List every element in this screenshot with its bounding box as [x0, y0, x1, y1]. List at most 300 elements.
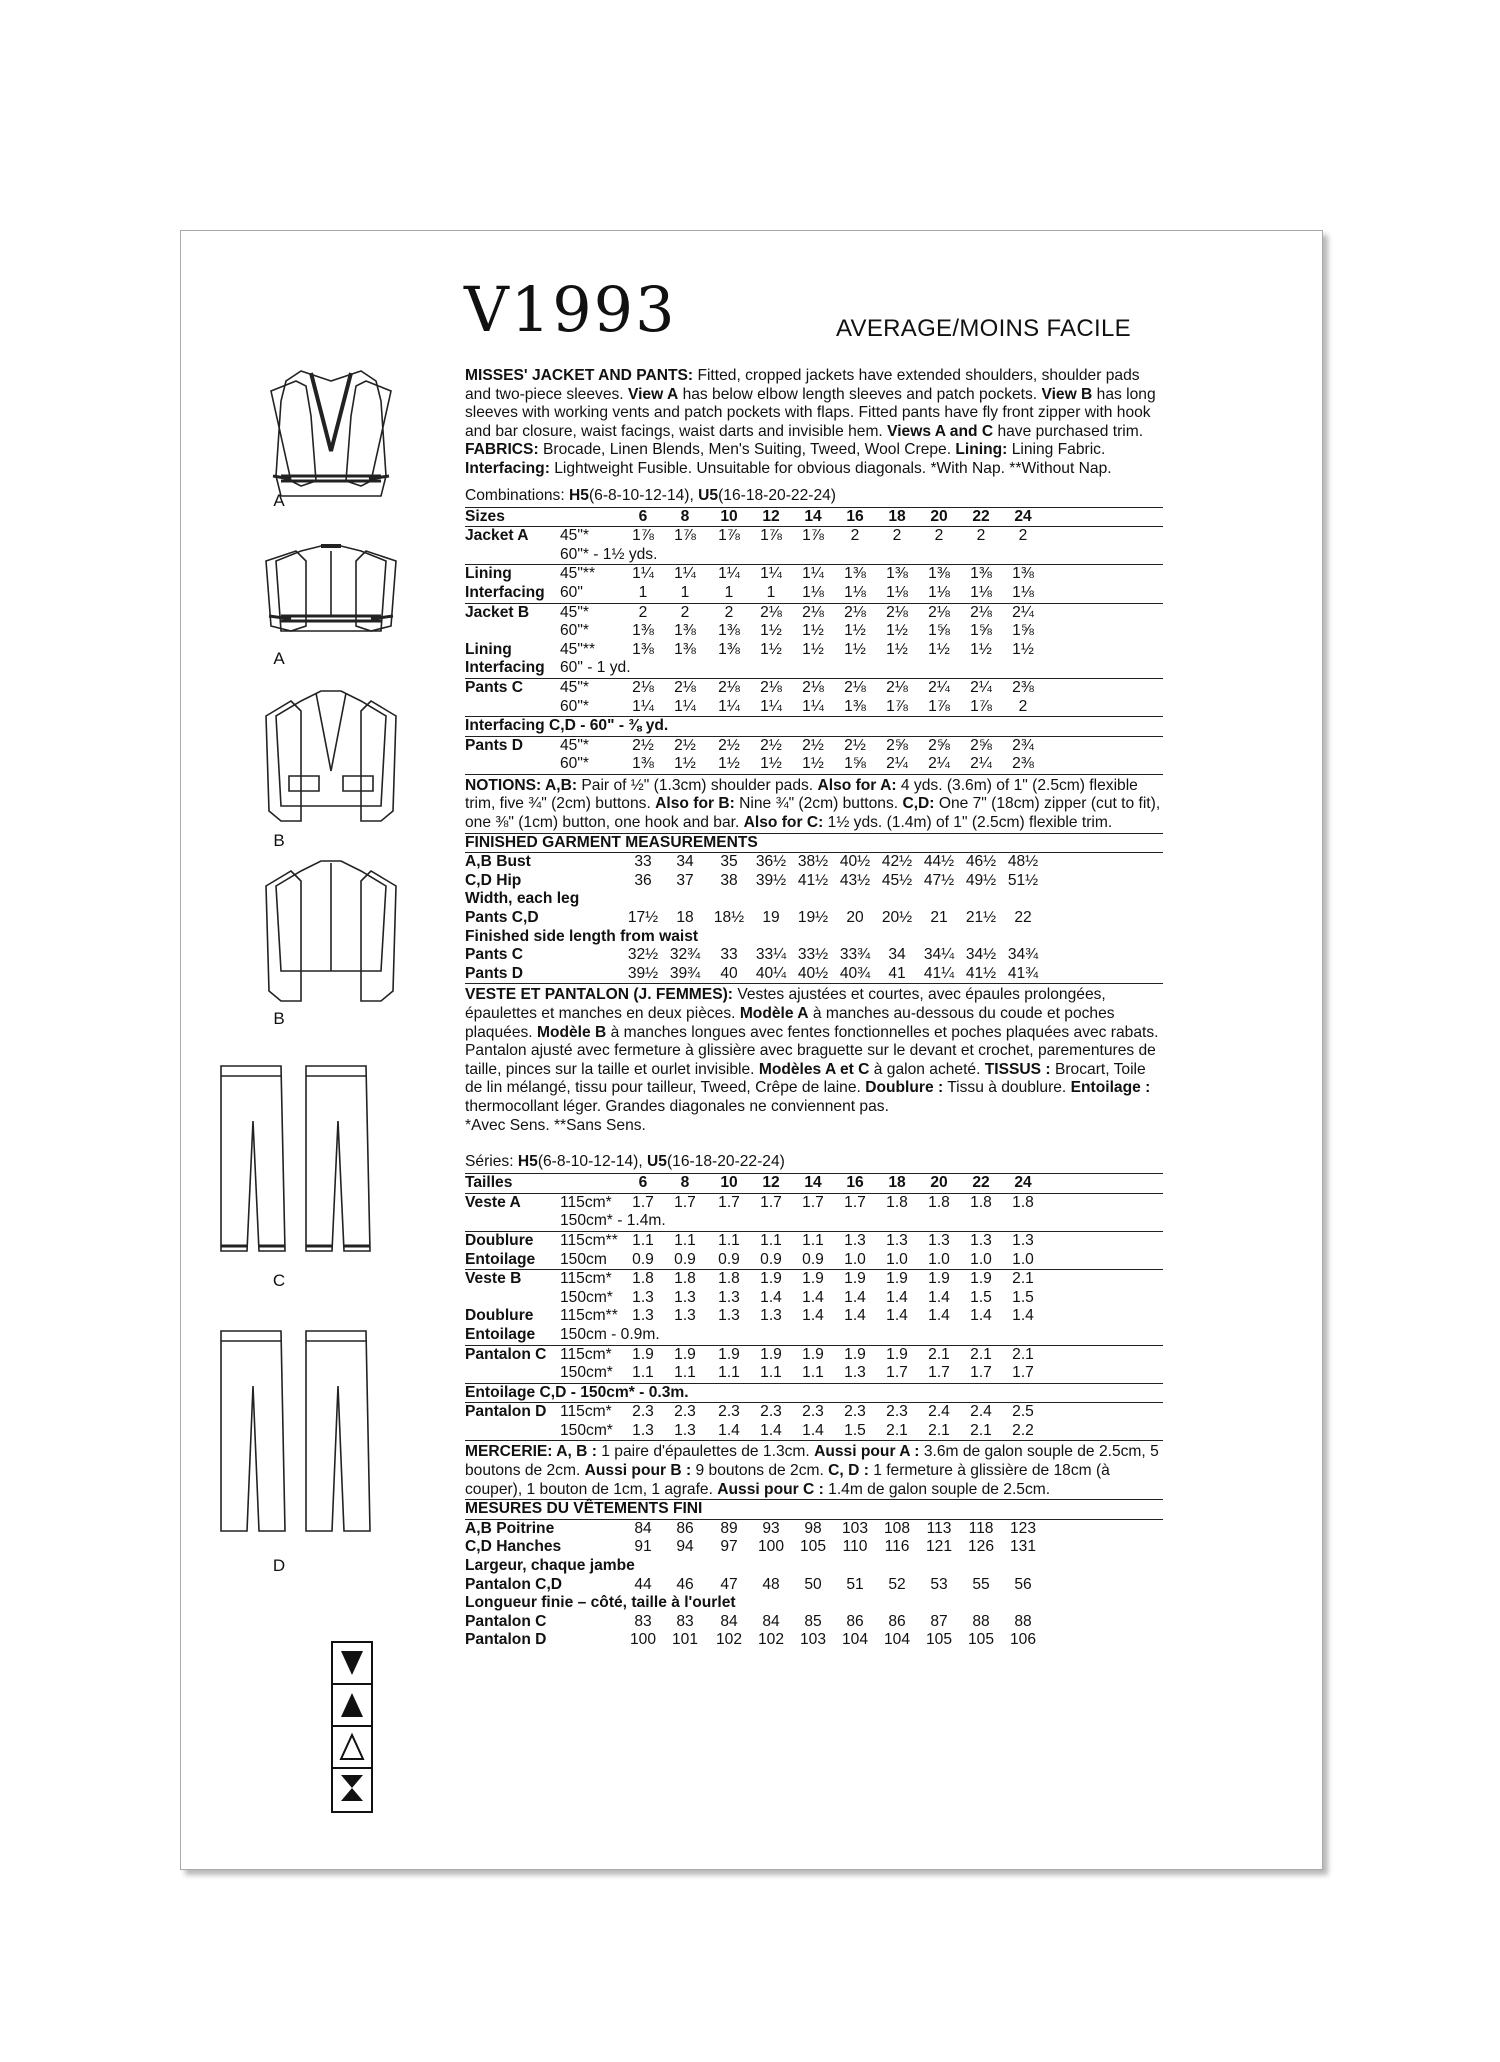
measurement-row	[465, 909, 1163, 928]
measurement-value: 49½	[965, 871, 997, 889]
fabric-width: 115cm*	[560, 1345, 612, 1363]
fabric-width: 45"**	[560, 565, 596, 583]
measurement-value: 97	[720, 1538, 738, 1556]
yardage-value: 1.0	[886, 1250, 908, 1268]
measurement-row	[465, 872, 1163, 891]
yardage-table-french	[465, 1174, 1163, 1441]
notions-french	[465, 1443, 1163, 1499]
yardage-value: 1.3	[718, 1307, 740, 1325]
measurement-row	[465, 1557, 1163, 1576]
measurement-value: 84	[762, 1612, 780, 1630]
size-col-20: 20	[930, 1174, 948, 1192]
notions-cd: C,D:	[902, 795, 935, 813]
yardage-value: 2⅛	[928, 603, 950, 621]
fr-desc-model-b: Modèle B	[536, 1023, 607, 1041]
yardage-value: 2½	[632, 736, 654, 754]
yardage-value: 1½	[886, 622, 908, 640]
yardage-value: 1.7	[970, 1364, 992, 1382]
measurement-label: Pants C	[465, 946, 524, 964]
yardage-value: 2½	[674, 736, 696, 754]
yardage-value: 1.3	[674, 1288, 696, 1306]
yardage-value: 1½	[844, 622, 866, 640]
yardage-row	[465, 1232, 1163, 1251]
yardage-value: 1.9	[674, 1345, 696, 1363]
yardage-value: 1.3	[632, 1307, 654, 1325]
fr-notions-label: MERCERIE: A, B :	[465, 1443, 597, 1461]
yardage-row	[465, 641, 1163, 660]
yardage-value: 1.4	[970, 1307, 992, 1325]
measurement-value: 40½	[797, 964, 829, 982]
yardage-value: 2.1	[928, 1421, 950, 1439]
measurement-value: 34½	[965, 946, 997, 964]
measurement-value: 105	[925, 1631, 953, 1649]
fabric-width: 60"*	[560, 755, 589, 773]
yardage-value: 2⅝	[970, 736, 992, 754]
yardage-value: 1⅛	[886, 583, 908, 601]
yardage-value: 2	[892, 527, 902, 545]
yardage-row	[465, 1251, 1163, 1270]
notions-label: NOTIONS: A,B:	[465, 776, 578, 794]
fabric-width: 115cm*	[560, 1270, 612, 1288]
fabric-width: 60" - 1 yd.	[560, 659, 631, 677]
yardage-value: 2⅛	[844, 603, 866, 621]
yardage-value: 1.7	[802, 1193, 824, 1211]
fabric-width: 115cm*	[560, 1403, 612, 1421]
yardage-value: 1.1	[632, 1231, 654, 1249]
measurement-value: 40½	[839, 853, 871, 871]
measurement-value: 41¾	[1007, 964, 1039, 982]
fr-notions-text-5: 1.4m de galon souple de 2.5cm.	[823, 1480, 1051, 1498]
size-col-22: 22	[972, 1174, 990, 1192]
measurement-label: Pants D	[465, 964, 524, 982]
combinations-french	[465, 1153, 1163, 1173]
pants-d-row	[465, 737, 1163, 756]
yardage-value: 2	[934, 527, 944, 545]
fabric-width: 150cm	[560, 1250, 607, 1268]
yardage-label: Jacket A	[465, 527, 529, 545]
pants-d-row	[465, 755, 1163, 774]
size-col-8: 8	[680, 1174, 690, 1192]
measurement-value: 21½	[965, 909, 997, 927]
yardage-value: 1.7	[844, 1193, 866, 1211]
measurement-value: 108	[883, 1519, 911, 1537]
fr-desc-lining: Doublure :	[865, 1079, 944, 1097]
yardage-value: 2½	[802, 736, 824, 754]
yardage-value: 1½	[802, 755, 824, 773]
yardage-label: Pantalon C	[465, 1345, 547, 1363]
yardage-value: 1½	[718, 755, 740, 773]
yardage-value: 2.3	[844, 1403, 866, 1421]
yardage-value: 2.1	[970, 1345, 992, 1363]
yardage-value: 2¼	[970, 678, 992, 696]
yardage-value: 1.8	[970, 1193, 992, 1211]
jacket-b-front-drawing	[266, 691, 396, 821]
yardage-value: 2.5	[1012, 1403, 1034, 1421]
measurement-value: 44	[634, 1575, 652, 1593]
yardage-value: 1.9	[760, 1345, 782, 1363]
yardage-value: 1.8	[632, 1270, 654, 1288]
yardage-value: 2½	[760, 736, 782, 754]
fr-notions-text-1: 1 paire d'épaulettes de 1.3cm.	[596, 1443, 815, 1461]
yardage-row	[465, 1270, 1163, 1289]
measurement-value: 46	[676, 1575, 694, 1593]
desc-lining-text: Lining Fabric.	[1007, 441, 1106, 459]
measurements-table-english	[465, 853, 1163, 983]
yardage-value: 1½	[802, 622, 824, 640]
fabric-width: 150cm* - 1.4m.	[560, 1212, 666, 1230]
size-col-14: 14	[804, 1174, 822, 1192]
yardage-value: 1½	[844, 640, 866, 658]
measurement-value: 33¼	[755, 946, 787, 964]
measurement-value: 32¾	[669, 946, 701, 964]
desc-view-b: View B	[1041, 385, 1093, 403]
yardage-value: 1½	[760, 640, 782, 658]
yardage-value: 2¼	[928, 755, 950, 773]
notions-text-4: One 7" (18cm) zipper (cut to fit), one ⅜" (1cm) button, one hook and bar.	[465, 795, 1161, 832]
yardage-value: 1¼	[802, 697, 824, 715]
yardage-label: Lining	[465, 640, 512, 658]
fr-desc-models-ac: Modèles A et C	[758, 1060, 870, 1078]
measurement-label: Largeur, chaque jambe	[465, 1557, 635, 1575]
measurement-value: 53	[930, 1575, 948, 1593]
yardage-value: 1.7	[718, 1193, 740, 1211]
measurement-value: 110	[842, 1538, 868, 1556]
yardage-value: 1.8	[928, 1193, 950, 1211]
fr-notions-text-4: 1 fermeture à glissière de 18cm (à couper), 1 bouton de 1cm, 1 agrafe.	[465, 1462, 1110, 1498]
measurement-value: 113	[926, 1519, 952, 1537]
yardage-value: 1.1	[632, 1364, 654, 1382]
yardage-value: 1.7	[886, 1364, 908, 1382]
yardage-table-english	[465, 508, 1163, 775]
measurement-value: 36	[634, 871, 652, 889]
yardage-value: 1¼	[718, 697, 740, 715]
fr-desc-model-a: Modèle A	[739, 1005, 809, 1022]
fr-desc-interfacing-text: thermocollant léger. Grandes diagonales ne conviennent pas.	[465, 1097, 889, 1115]
yardage-value: 2	[724, 603, 734, 621]
measurement-value: 34	[676, 853, 694, 871]
yardage-value: 1.4	[1012, 1307, 1034, 1325]
yardage-value: 2.3	[674, 1403, 696, 1421]
view-label-a-front: A	[273, 491, 285, 510]
interfacing-cd: Interfacing C,D - 60" - ⅜ yd.	[465, 717, 669, 735]
measurement-value: 55	[972, 1575, 990, 1593]
yardage-row	[465, 565, 1163, 584]
measurement-row	[465, 1631, 1163, 1650]
measurement-row	[465, 1594, 1163, 1613]
notions-text-1: Pair of ½" (1.3cm) shoulder pads.	[577, 776, 818, 794]
pattern-envelope-back	[180, 230, 1323, 1870]
yardage-row	[465, 1289, 1163, 1308]
combo-label: Combinations:	[465, 486, 570, 504]
pants-d-back-drawing	[306, 1331, 370, 1531]
fabric-width: 60"* - 1½ yds.	[560, 545, 658, 563]
measurement-value: 88	[1014, 1612, 1032, 1630]
yardage-value: 2.1	[970, 1421, 992, 1439]
yardage-label: Veste B	[465, 1270, 522, 1288]
yardage-value: 2¾	[1012, 736, 1034, 754]
measurement-value: 88	[972, 1612, 990, 1630]
yardage-value: 1⅛	[844, 583, 866, 601]
yardage-value: 2.3	[760, 1403, 782, 1421]
sizes-label: Sizes	[465, 507, 505, 525]
yardage-value: 1.3	[674, 1307, 696, 1325]
yardage-value: 0.9	[802, 1250, 824, 1268]
measurement-row	[465, 890, 1163, 909]
yardage-value: 1¼	[674, 565, 696, 583]
yardage-value: 1.4	[886, 1288, 908, 1306]
yardage-value: 2	[680, 603, 690, 621]
fabric-width: 150cm*	[560, 1364, 613, 1382]
measurement-row	[465, 1576, 1163, 1595]
combinations-english	[465, 487, 1163, 507]
measurement-label: C,D Hanches	[465, 1538, 562, 1556]
size-col-22: 22	[972, 507, 990, 525]
yardage-value: 1.4	[802, 1288, 824, 1306]
measurement-label: Width, each leg	[465, 890, 580, 908]
measurement-row	[465, 853, 1163, 872]
measurement-value: 52	[888, 1575, 906, 1593]
measurement-row	[465, 1538, 1163, 1557]
yardage-value: 2.3	[802, 1403, 824, 1421]
measurement-value: 20	[846, 909, 864, 927]
measurements-title-english: FINISHED GARMENT MEASUREMENTS	[465, 833, 758, 851]
view-label-a-back: A	[273, 649, 285, 668]
yardage-value: 1½	[886, 640, 908, 658]
yardage-value: 1⅜	[1012, 565, 1034, 583]
desc-views-ac: Views A and C	[887, 422, 994, 440]
yardage-row	[465, 1212, 1163, 1231]
fr-desc-models-ac-text: à galon acheté.	[869, 1060, 985, 1078]
yardage-value: 2.1	[886, 1421, 908, 1439]
fabric-width: 45"*	[560, 678, 589, 696]
measurements-table-french	[465, 1520, 1163, 1650]
yardage-value: 2¼	[886, 755, 908, 773]
measurement-label: Pantalon D	[465, 1631, 547, 1649]
triangle-down-icon	[333, 1643, 371, 1685]
yardage-label: Jacket B	[465, 603, 530, 621]
combo-u5: U5	[698, 486, 719, 504]
yardage-value: 1.1	[674, 1231, 696, 1249]
measurement-value: 100	[757, 1538, 785, 1556]
yardage-value: 2⅛	[674, 678, 696, 696]
yardage-value: 1⅜	[970, 565, 992, 583]
interfacing-cd-row	[465, 717, 1163, 736]
size-col-12: 12	[762, 507, 780, 525]
measurement-value: 41	[888, 964, 906, 982]
measurement-value: 94	[676, 1538, 694, 1556]
yardage-value: 0.9	[760, 1250, 782, 1268]
yardage-value: 1⅞	[886, 697, 908, 715]
measurement-value: 100	[629, 1631, 657, 1649]
measurement-value: 84	[720, 1612, 738, 1630]
yardage-value: 2½	[718, 736, 740, 754]
yardage-value: 2	[1018, 527, 1028, 545]
yardage-value: 2	[638, 603, 648, 621]
yardage-value: 2.1	[928, 1345, 950, 1363]
yardage-row	[465, 604, 1163, 623]
size-col-10: 10	[720, 507, 738, 525]
yardage-value: 1.9	[802, 1270, 824, 1288]
measurement-value: 102	[715, 1631, 743, 1649]
measurement-value: 103	[841, 1519, 869, 1537]
notions-c: Also for C:	[743, 814, 824, 832]
yardage-value: 2⅛	[886, 678, 908, 696]
notions-english	[465, 777, 1163, 833]
yardage-value: 1⅝	[1012, 622, 1034, 640]
yardage-value: 1¼	[674, 697, 696, 715]
yardage-value: 1.4	[928, 1288, 950, 1306]
desc-views-ac-text: have purchased trim.	[993, 422, 1144, 440]
yardage-value: 0.9	[674, 1250, 696, 1268]
measurement-value: 20½	[881, 909, 913, 927]
measurement-value: 33½	[797, 946, 829, 964]
fabric-width: 150cm*	[560, 1288, 613, 1306]
measurement-value: 51	[846, 1575, 864, 1593]
yardage-value: 1⅜	[844, 565, 866, 583]
yardage-value: 1.8	[1012, 1193, 1034, 1211]
fr-desc-fabrics-text: Brocart, Toile de lin mélangé, tissu pour tailleur, Tweed, Crêpe de laine.	[465, 1060, 1146, 1097]
yardage-value: 1⅞	[928, 697, 950, 715]
fabric-width: 60"	[560, 583, 583, 601]
measurement-value: 22	[1014, 909, 1032, 927]
yardage-value: 1⅞	[802, 527, 824, 545]
measurement-value: 45½	[881, 871, 913, 889]
yardage-row	[465, 584, 1163, 603]
yardage-value: 1.1	[802, 1364, 824, 1382]
yardage-value: 1.5	[844, 1421, 866, 1439]
measurement-value: 87	[930, 1612, 948, 1630]
yardage-value: 1.8	[674, 1270, 696, 1288]
yardage-value: 1	[724, 583, 734, 601]
desc-interfacing-text: Lightweight Fusible. Unsuitable for obvious diagonals. *With Nap. **Without Nap.	[549, 459, 1112, 477]
cutting-symbols-legend	[331, 1641, 373, 1813]
yardage-value: 2⅛	[760, 678, 782, 696]
pants-d-front-drawing	[221, 1331, 285, 1531]
measurement-value: 35	[720, 853, 738, 871]
measurement-row	[465, 1613, 1163, 1632]
yardage-row	[465, 1194, 1163, 1213]
fr-desc-model-b-text: à manches longues avec fentes fonctionnelles et poches plaquées avec rabats. Pantalon ajusté avec fermeture à glissière avec braguette sur le devant et crochet, parementures de taille, pinces sur la taille et ourlet invisible.	[465, 1023, 1159, 1078]
yardage-value: 2.1	[1012, 1270, 1034, 1288]
sizes-header-row	[465, 1174, 1163, 1193]
view-label-c: C	[272, 1271, 286, 1290]
yardage-value: 2⅛	[886, 603, 908, 621]
notions-text-5: 1½ yds. (1.4m) of 1" (2.5cm) flexible trim.	[823, 814, 1113, 832]
measurement-value: 102	[757, 1631, 785, 1649]
measurement-value: 86	[846, 1612, 864, 1630]
fabric-width: 115cm**	[560, 1231, 618, 1249]
yardage-value: 2.4	[970, 1403, 992, 1421]
yardage-value: 1.1	[760, 1364, 782, 1382]
yardage-value: 2.4	[928, 1403, 950, 1421]
difficulty-level: AVERAGE/MOINS FACILE	[836, 315, 1131, 342]
fr-notions-c: Aussi pour C :	[717, 1480, 824, 1498]
yardage-value: 2⅜	[1012, 755, 1034, 773]
yardage-value: 1⅞	[760, 527, 782, 545]
yardage-value: 1¼	[718, 565, 740, 583]
yardage-value: 1½	[1012, 640, 1034, 658]
measurement-value: 34¾	[1007, 946, 1039, 964]
yardage-row	[465, 1326, 1163, 1345]
yardage-value: 2⅛	[970, 603, 992, 621]
view-label-b-back: B	[273, 1009, 285, 1028]
combo-h5-sizes: (6-8-10-12-14),	[588, 486, 699, 504]
fr-combo-label: Séries:	[465, 1153, 518, 1171]
measurement-value: 118	[968, 1519, 994, 1537]
yardage-value: 1⅛	[970, 583, 992, 601]
yardage-row	[465, 679, 1163, 698]
measurement-value: 41½	[965, 964, 997, 982]
yardage-value: 2⅛	[802, 678, 824, 696]
yardage-value: 0.9	[718, 1250, 740, 1268]
measurement-value: 101	[671, 1631, 699, 1649]
view-label-b-front: B	[273, 831, 285, 850]
yardage-value: 1.3	[844, 1364, 866, 1382]
yardage-value: 1⅞	[970, 697, 992, 715]
measurement-value: 33¾	[839, 946, 871, 964]
fabric-width: 150cm*	[560, 1421, 613, 1439]
jacket-a-front-drawing	[271, 371, 391, 496]
yardage-label: Doublure	[465, 1231, 534, 1249]
fr-desc-model-a-text: à manches au-dessous du coude et poches plaquées.	[465, 1005, 1115, 1041]
measurement-value: 47½	[923, 871, 955, 889]
measurement-value: 33	[720, 946, 738, 964]
jacket-b-back-drawing	[266, 861, 396, 1001]
fr-desc-nap: *Avec Sens. **Sans Sens.	[465, 1116, 646, 1134]
yardage-value: 1½	[802, 640, 824, 658]
yardage-value: 1.3	[844, 1231, 866, 1249]
measurement-value: 51½	[1007, 871, 1039, 889]
yardage-value: 1¼	[760, 565, 782, 583]
yardage-value: 2⅛	[802, 603, 824, 621]
yardage-value: 2⅛	[718, 678, 740, 696]
yardage-value: 1.1	[674, 1364, 696, 1382]
fr-combo-u5: U5	[647, 1153, 667, 1171]
jacket-a-back-drawing	[266, 546, 396, 631]
size-col-16: 16	[846, 507, 864, 525]
fr-notions-text-2: 3.6m de galon souple de 2.5cm, 5 boutons de 2cm.	[465, 1443, 1159, 1480]
yardage-row	[465, 1346, 1163, 1365]
size-col-12: 12	[762, 1174, 780, 1192]
measurement-value: 42½	[881, 853, 913, 871]
yardage-row	[465, 546, 1163, 565]
measurement-value: 85	[804, 1612, 822, 1630]
yardage-value: 1½	[970, 640, 992, 658]
measurement-value: 105	[967, 1631, 995, 1649]
fabric-width: 150cm - 0.9m.	[560, 1325, 660, 1343]
yardage-value: 1½	[760, 755, 782, 773]
pants-d-row	[465, 1422, 1163, 1441]
size-col-24: 24	[1014, 1174, 1032, 1192]
yardage-value: 2	[976, 527, 986, 545]
yardage-value: 2⅛	[632, 678, 654, 696]
measurement-value: 39½	[627, 964, 659, 982]
yardage-value: 0.9	[632, 1250, 654, 1268]
measurement-label: Pants C,D	[465, 909, 539, 927]
measurement-value: 104	[883, 1631, 911, 1649]
yardage-value: 2⅛	[760, 603, 782, 621]
yardage-value: 1.9	[886, 1345, 908, 1363]
yardage-value: 1¼	[632, 565, 654, 583]
yardage-value: 1.9	[970, 1270, 992, 1288]
measurement-value: 93	[762, 1519, 780, 1537]
interfacing-cd: Entoilage C,D - 150cm* - 0.3m.	[465, 1383, 689, 1401]
yardage-value: 1.3	[886, 1231, 908, 1249]
size-col-8: 8	[680, 507, 690, 525]
yardage-row	[465, 622, 1163, 641]
measurement-value: 18½	[713, 909, 745, 927]
measurement-row	[465, 1520, 1163, 1539]
